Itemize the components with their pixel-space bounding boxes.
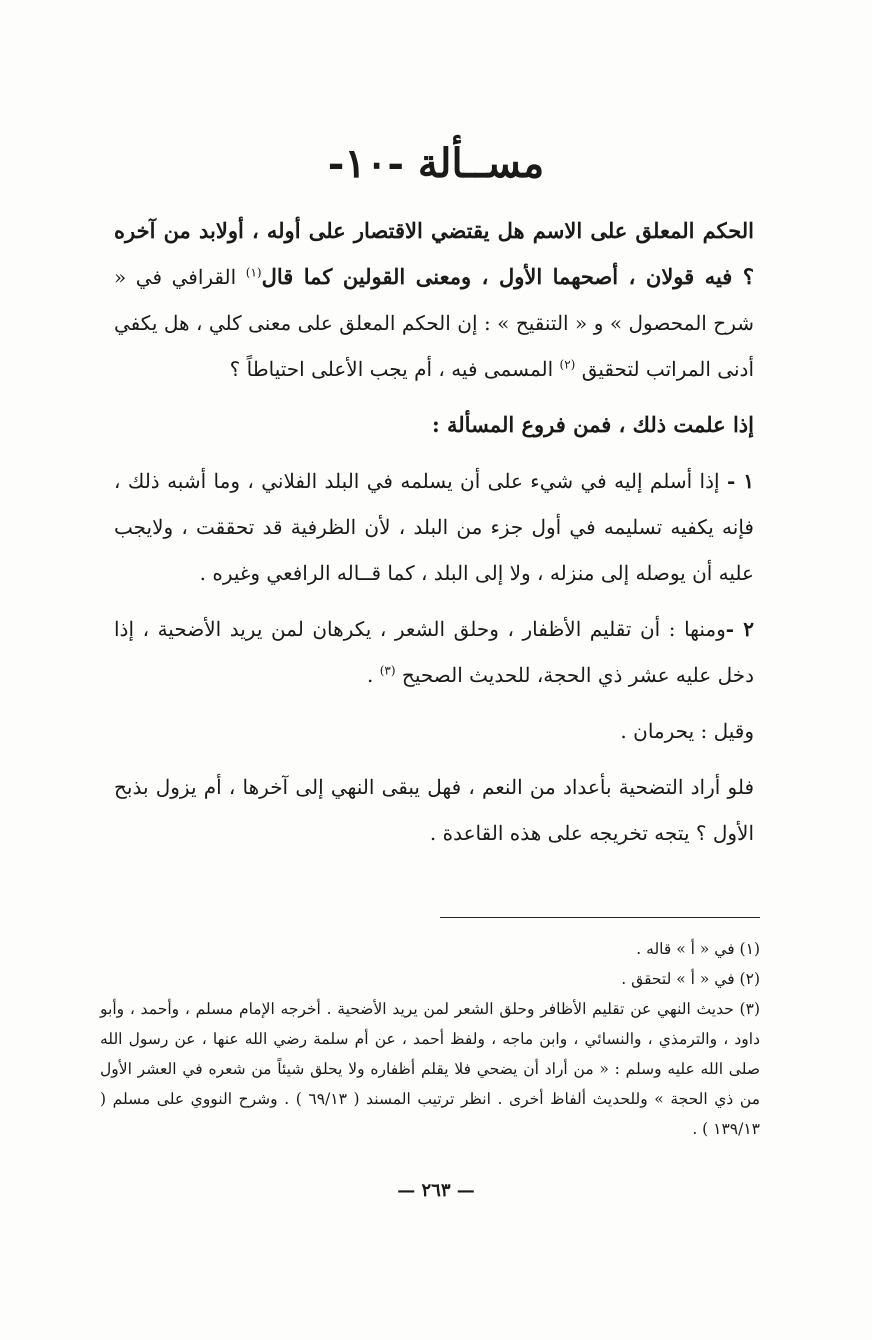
footnote-3: (٣) حديث النهي عن تقليم الأظافر وحلق الشعر لمن يريد الأضحية . أخرجه الإمام مسلم ، وأحمد ، وأبو داود ، والترمذي ، والنسائي ، وابن ماجه ، ولفظ أحمد ، عن أم سلمة رضي الله عنها ، عن رسول الله صلى الله عليه وسلم : « من أراد أن يضحي فلا يقلم أظفاره ولا يحلق شيئاً من شعره في العشر الأول من ذي الحجة » وللحديث ألفاظ أخرى . انظر ترتيب المسند ( ٦٩/١٣ ) . وشرح النووي على مسلم ( ١٣٩/١٣ ) . [100, 1000, 760, 1138]
paragraph-1-text: الحكم المعلق على الاسم هل يقتضي الاقتصار على أوله ، أولابد من آخره ؟ فيه قولان ، أصحهما الأول ، ومعنى القولين كما قال [114, 218, 754, 289]
page-number: — ٢٦٣ — [397, 1180, 475, 1201]
paragraph-2: إذا علمت ذلك ، فمن فروع المسألة : [431, 412, 754, 437]
paragraph-5: وقيل : يحرمان . [620, 719, 754, 743]
paragraph-6: فلو أراد التضحية بأعداد من النعم ، فهل يبقى النهي إلى آخرها ، أم يزول بذبح الأول ؟ يتجه تخريجه على هذه القاعدة . [114, 775, 754, 845]
footnote-ref-2: (٢) [559, 357, 576, 372]
paragraph-4-text: ومنها : أن تقليم الأظفار ، وحلق الشعر ، يكرهان لمن يريد الأضحية ، إذا دخل عليه عشر ذي الحجة، للحديث الصحيح [114, 617, 754, 687]
paragraph-1 [114, 208, 754, 392]
item-number-1: ١ - [726, 469, 755, 493]
footnote-ref-1: (١) [245, 265, 262, 280]
paragraph-4-end: . [367, 663, 374, 687]
footnotes [100, 934, 760, 1144]
item-number-2: ٢ - [725, 617, 755, 641]
main-text [114, 208, 754, 866]
paragraph-3-text: إذا أسلم إليه في شيء على أن يسلمه في البلد الفلاني ، وما أشبه ذلك ، فإنه يكفيه تسليمه في أول جزء من البلد ، لأن الظرفية قد تحققت ، ولايجب عليه أن يوصله إلى منزله ، ولا إلى البلد ، كما قــاله الرافعي وغيره . [114, 469, 754, 585]
paragraph-4 [114, 606, 754, 698]
paragraph-3 [114, 458, 754, 596]
page-title: مســألة -١٠- [327, 140, 545, 187]
paragraph-1-text-3: المسمى فيه ، أم يجب الأعلى احتياطاً ؟ [229, 357, 554, 381]
paragraph-1-text-2: القرافي في « شرح المحصول » و « التنقيح » : إن الحكم المعلق على معنى كلي ، هل يكفي أدنى المراتب لتحقيق [114, 265, 754, 381]
footnote-2: (٢) في « أ » لتحقق . [621, 970, 760, 988]
footnote-divider [440, 917, 760, 918]
footnote-ref-3: (٣) [379, 663, 396, 678]
footnote-1: (١) في « أ » قاله . [636, 940, 760, 958]
